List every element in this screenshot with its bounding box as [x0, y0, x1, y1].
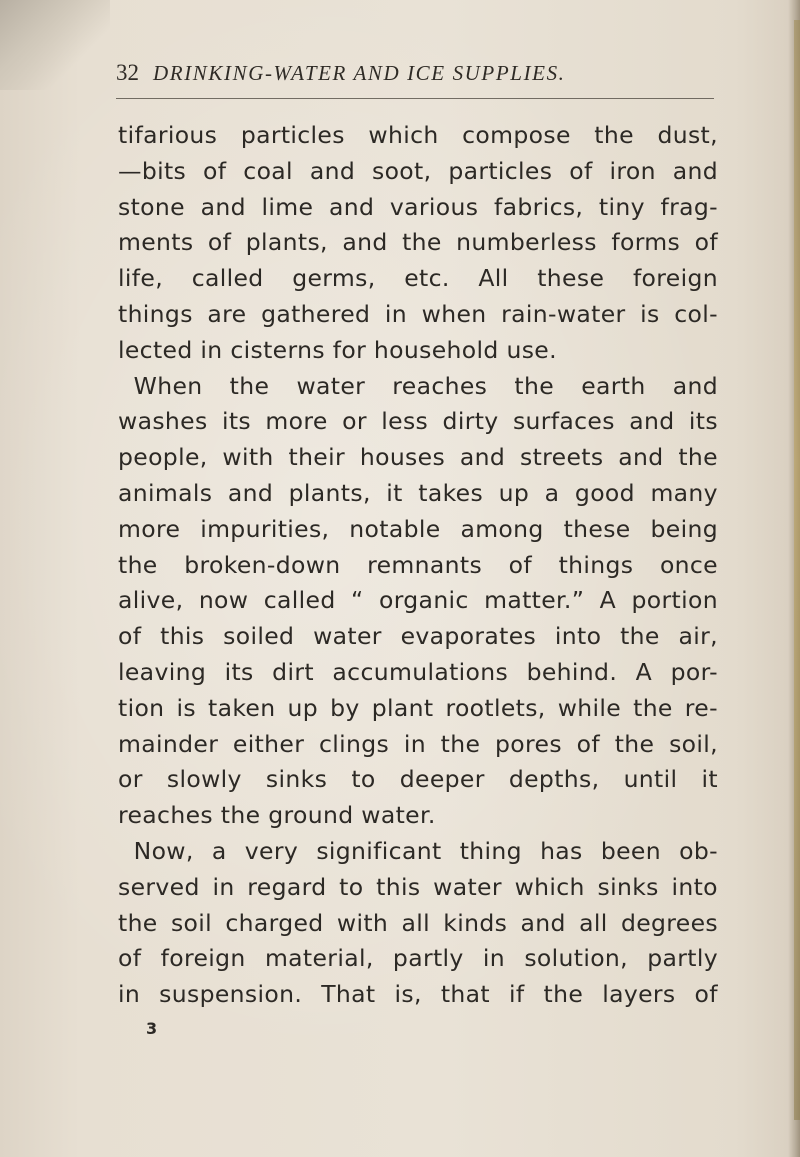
text-line — [118, 977, 718, 1013]
text-word: air, — [678, 622, 718, 651]
text-line — [118, 225, 718, 261]
text-word: is, — [394, 980, 422, 1009]
text-word: up — [498, 478, 530, 507]
text-word: behind. — [526, 657, 618, 686]
text-word: of — [207, 228, 232, 257]
text-word: more — [265, 407, 328, 436]
text-line — [118, 440, 718, 476]
text-word: mainder — [118, 729, 219, 758]
page-corner-shadow — [0, 0, 110, 90]
text-word: surfaces — [512, 407, 615, 436]
text-word: good — [574, 478, 635, 507]
text-word: lected in cisterns for household use. — [118, 335, 557, 364]
text-word: water — [296, 371, 366, 400]
text-word: and — [672, 156, 718, 185]
text-word: ments — [118, 228, 194, 257]
text-word: of — [118, 944, 142, 973]
text-word: the — [543, 980, 584, 1009]
text-word: all — [579, 908, 608, 937]
text-word: foreign — [632, 264, 718, 293]
text-word: portion — [631, 586, 718, 615]
text-word: things — [558, 550, 634, 579]
text-word: the — [118, 550, 158, 579]
text-line — [118, 762, 718, 798]
header-rule — [116, 98, 714, 99]
text-word: while — [557, 693, 622, 722]
text-word: and — [227, 478, 274, 507]
text-word: organic — [378, 586, 469, 615]
text-word: forms — [611, 228, 681, 257]
text-word: rootlets, — [445, 693, 546, 722]
text-word: among — [460, 514, 544, 543]
text-word: and — [200, 192, 246, 221]
text-word: stone — [118, 192, 185, 221]
text-word: its — [224, 657, 254, 686]
text-word: once — [659, 550, 718, 579]
text-word: por- — [670, 657, 718, 686]
text-word: dirt — [272, 657, 314, 686]
text-word: remnants — [367, 550, 483, 579]
body-text — [118, 118, 718, 1013]
text-word: and — [342, 228, 388, 257]
text-word: the — [402, 228, 442, 257]
text-word: very — [244, 836, 299, 865]
text-word: ob- — [679, 836, 718, 865]
text-word: slowly — [166, 765, 242, 794]
text-word: people, — [118, 443, 208, 472]
text-word: streets — [519, 443, 604, 472]
text-word: —bits — [118, 156, 187, 185]
text-word: either — [232, 729, 305, 758]
text-word: dust, — [657, 121, 718, 149]
text-word: up — [287, 693, 319, 722]
text-line — [118, 583, 718, 619]
text-word: with — [336, 908, 389, 937]
text-line — [118, 118, 718, 154]
text-word: the — [229, 371, 270, 400]
text-word: Now, — [118, 836, 194, 865]
text-word: col- — [674, 299, 718, 328]
text-word: houses — [359, 443, 446, 472]
text-word: tifarious — [118, 121, 218, 149]
text-word: soot, — [371, 156, 432, 185]
text-word: A — [635, 657, 653, 686]
text-word: partly — [392, 944, 464, 973]
text-word: when — [421, 299, 487, 328]
text-word: with — [222, 443, 274, 472]
text-word: the — [614, 729, 655, 758]
text-line — [118, 190, 718, 226]
text-word: more — [118, 514, 181, 543]
text-word: in — [482, 944, 506, 973]
text-word: life, — [118, 264, 164, 293]
text-word: called — [263, 586, 336, 615]
signature-mark: 3 — [146, 1019, 158, 1038]
text-word: all — [401, 908, 430, 937]
text-word: been — [600, 836, 661, 865]
text-word: the — [514, 371, 555, 400]
text-word: evaporates — [400, 622, 537, 651]
text-word: which — [368, 121, 439, 149]
text-word: compose — [462, 121, 571, 149]
text-word: leaving — [118, 657, 207, 686]
text-word: to — [351, 765, 376, 794]
text-word: in — [118, 980, 141, 1009]
text-word: significant — [316, 836, 442, 865]
text-word: plant — [371, 693, 434, 722]
text-word: of — [694, 980, 718, 1009]
text-word: which — [514, 872, 585, 901]
text-word: a — [211, 836, 227, 865]
text-word: thing — [459, 836, 522, 865]
text-word: germs, — [292, 264, 376, 293]
text-word: or — [118, 765, 143, 794]
text-word: particles — [240, 121, 345, 149]
running-title: DRINKING-WATER AND ICE SUPPLIES. — [153, 61, 566, 85]
text-word: water — [313, 622, 382, 651]
text-word: clings — [318, 729, 390, 758]
text-line — [118, 619, 718, 655]
page-edge — [788, 0, 800, 1157]
text-word: plants, — [288, 478, 371, 507]
text-word: is — [176, 693, 196, 722]
text-word: and — [309, 156, 356, 185]
text-word: the — [678, 443, 718, 472]
text-line — [118, 512, 718, 548]
text-word: foreign — [160, 944, 246, 973]
text-word: if — [508, 980, 525, 1009]
text-word: accumulations — [332, 657, 509, 686]
page-number: 32 — [116, 60, 139, 85]
text-word: until — [623, 765, 678, 794]
text-word: into — [671, 872, 718, 901]
text-word: served — [118, 872, 200, 901]
text-word: in — [384, 299, 408, 328]
text-line — [118, 261, 718, 297]
text-word: takes — [418, 478, 484, 507]
text-word: the — [633, 693, 673, 722]
text-word: the — [440, 729, 481, 758]
text-word: When — [118, 371, 203, 400]
text-word: “ — [351, 586, 364, 615]
text-word: charged — [225, 908, 324, 937]
text-word: and — [672, 371, 718, 400]
text-word: gathered — [261, 299, 371, 328]
text-word: impurities, — [200, 514, 330, 543]
text-word: and — [618, 443, 664, 472]
text-word: solution, — [524, 944, 628, 973]
text-line — [118, 476, 718, 512]
text-word: notable — [349, 514, 441, 543]
text-line — [118, 691, 718, 727]
text-word: layers — [602, 980, 676, 1009]
text-word: particles — [448, 156, 553, 185]
text-word: soil, — [669, 729, 718, 758]
text-line — [118, 870, 718, 906]
text-word: rain-water — [501, 299, 626, 328]
text-word: this — [376, 872, 421, 901]
text-word: degrees — [620, 908, 718, 937]
text-word: is — [640, 299, 660, 328]
text-line — [118, 655, 718, 691]
text-word: various — [389, 192, 479, 221]
text-line — [118, 154, 718, 190]
text-word: reaches the ground water. — [118, 801, 436, 830]
text-line — [118, 297, 718, 333]
text-word: water — [433, 872, 502, 901]
text-word: their — [288, 443, 346, 472]
text-word: the — [620, 622, 660, 651]
text-word: and — [328, 192, 375, 221]
text-line — [118, 404, 718, 440]
text-word: and — [520, 908, 566, 937]
text-word: to — [339, 872, 364, 901]
text-word: of — [576, 729, 600, 758]
text-word: taken — [208, 693, 276, 722]
text-line — [118, 333, 718, 369]
text-word: plants, — [245, 228, 328, 257]
text-word: this — [160, 622, 205, 651]
text-line — [118, 906, 718, 942]
text-word: a — [544, 478, 560, 507]
text-word: of — [694, 228, 718, 257]
text-word: that — [440, 980, 490, 1009]
text-word: re- — [684, 693, 718, 722]
text-word: its — [221, 407, 252, 436]
text-word: pores — [495, 729, 562, 758]
text-word: earth — [581, 371, 646, 400]
text-line — [118, 369, 718, 405]
text-word: dirty — [442, 407, 499, 436]
text-word: washes — [118, 407, 208, 436]
text-word: these — [537, 264, 605, 293]
text-word: lime — [261, 192, 314, 221]
text-word: these — [563, 514, 631, 543]
text-word: matter.” — [484, 586, 585, 615]
text-word: animals — [118, 478, 213, 507]
text-word: by — [330, 693, 360, 722]
text-word: and — [629, 407, 675, 436]
text-word: now — [198, 586, 249, 615]
text-word: of — [203, 156, 227, 185]
text-word: alive, — [118, 586, 184, 615]
text-word: material, — [264, 944, 374, 973]
text-word: less — [381, 407, 429, 436]
text-line — [118, 834, 718, 870]
text-word: frag- — [660, 192, 718, 221]
text-word: partly — [647, 944, 718, 973]
text-line — [118, 548, 718, 584]
text-line — [118, 727, 718, 763]
text-word: of — [569, 156, 593, 185]
text-word: are — [207, 299, 247, 328]
text-word: broken-down — [184, 550, 341, 579]
text-word: things — [118, 299, 193, 328]
text-word: deeper — [399, 765, 485, 794]
text-word: many — [650, 478, 718, 507]
text-word: sinks — [265, 765, 328, 794]
text-word: soil — [170, 908, 213, 937]
text-word: iron — [609, 156, 656, 185]
text-word: into — [554, 622, 602, 651]
text-line — [118, 941, 718, 977]
text-word: suspension. — [159, 980, 303, 1009]
text-word: numberless — [456, 228, 597, 257]
text-word: it — [386, 478, 403, 507]
text-word: the — [118, 908, 158, 937]
text-word: in — [403, 729, 426, 758]
text-word: it — [701, 765, 718, 794]
text-word: of — [118, 622, 142, 651]
text-line — [118, 798, 718, 834]
text-word: coal — [243, 156, 293, 185]
text-word: its — [688, 407, 718, 436]
text-word: fabrics, — [494, 192, 584, 221]
text-word: kinds — [443, 908, 508, 937]
text-word: called — [191, 264, 264, 293]
text-word: sinks — [597, 872, 659, 901]
text-word: and — [459, 443, 506, 472]
text-word: tiny — [598, 192, 645, 221]
text-word: tion — [118, 693, 165, 722]
text-word: soiled — [223, 622, 295, 651]
text-word: etc. — [404, 264, 450, 293]
running-head — [116, 60, 716, 94]
text-word: of — [508, 550, 532, 579]
text-word: being — [650, 514, 718, 543]
text-word: A — [599, 586, 617, 615]
text-word: the — [594, 121, 634, 149]
text-word: That — [321, 980, 376, 1009]
text-word: has — [540, 836, 583, 865]
text-word: depths, — [508, 765, 600, 794]
text-word: reaches — [392, 371, 488, 400]
text-word: All — [478, 264, 509, 293]
text-word: in — [212, 872, 235, 901]
text-word: regard — [247, 872, 327, 901]
text-word: or — [342, 407, 367, 436]
